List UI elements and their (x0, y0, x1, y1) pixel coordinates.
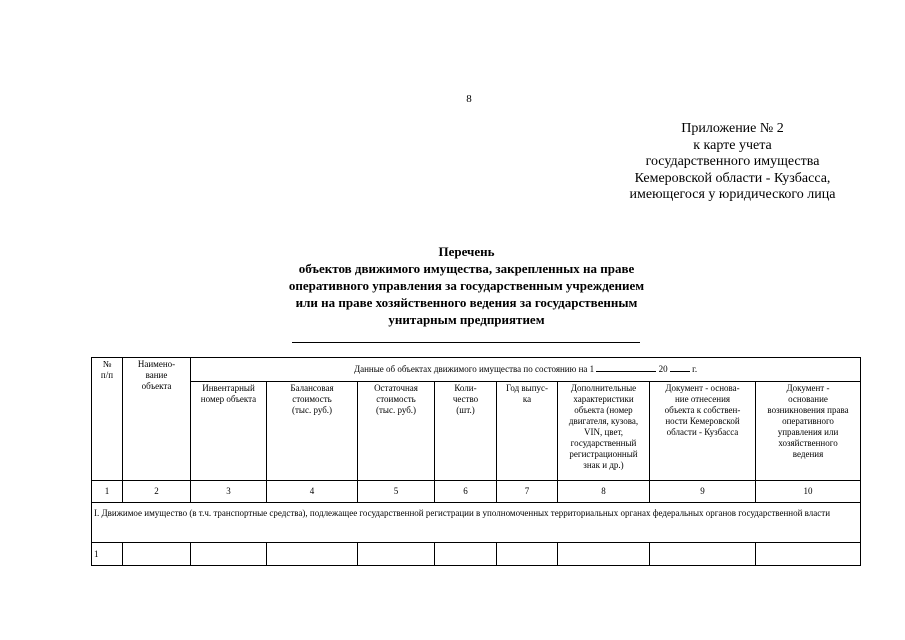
header-text: Год выпус- ка (505, 383, 549, 404)
title-line: или на праве хозяйственного ведения за государственным (295, 295, 638, 310)
column-number: 8 (558, 481, 650, 503)
header-text: Документ - основа- ние отнесения объекта к собствен- ности Кемеровской области - Кузбасса (664, 383, 741, 437)
appendix-block (590, 121, 875, 204)
column-number: 7 (497, 481, 558, 503)
header-group-mid: 20 (658, 364, 668, 374)
section-row (92, 503, 861, 543)
header-year (497, 382, 558, 481)
header-right-document (756, 382, 861, 481)
header-group (191, 358, 861, 382)
table-cell (558, 543, 650, 566)
appendix-line: имеющегося у юридического лица (629, 187, 836, 202)
table-cell (435, 543, 497, 566)
column-numbers-row (92, 481, 861, 503)
section-title: I. Движимое имущество (в т.ч. транспортные средства), подлежащее государственной регистрации в уполномоченных территориальных органах федеральных органов государственной власти (92, 503, 861, 543)
title-line: объектов движимого имущества, закрепленных на праве (298, 261, 635, 276)
header-text: Коли- чество (шт.) (452, 383, 479, 415)
header-inventory-number (191, 382, 267, 481)
title-underline (292, 342, 640, 343)
table-row (92, 543, 861, 566)
header-text: Дополнительные характеристики объекта (номер двигателя, кузова, VIN, цвет, государственный регистрационный знак и др.) (568, 383, 639, 470)
column-number: 2 (123, 481, 191, 503)
header-group-suffix: г. (692, 364, 698, 374)
header-text: Документ - основание возникновения права оперативного управления или хозяйственного ведения (767, 383, 849, 459)
header-text: Инвентарный номер объекта (200, 383, 257, 404)
header-book-value (267, 382, 358, 481)
title-line: оперативного управления за государственным учреждением (288, 278, 645, 293)
date-blank (596, 371, 656, 372)
table-cell (123, 543, 191, 566)
column-number: 9 (650, 481, 756, 503)
table-cell (497, 543, 558, 566)
column-number: 1 (92, 481, 123, 503)
header-object-name-text: Наимено- вание объекта (137, 359, 176, 391)
header-ownership-document (650, 382, 756, 481)
column-number: 4 (267, 481, 358, 503)
year-blank (670, 371, 690, 372)
column-number: 6 (435, 481, 497, 503)
table-cell (650, 543, 756, 566)
table-cell (358, 543, 435, 566)
header-row-number-text: № п/п (100, 359, 114, 380)
column-number: 10 (756, 481, 861, 503)
header-text: Балансовая стоимость (тыс. руб.) (290, 383, 334, 415)
header-residual-value (358, 382, 435, 481)
table-cell (191, 543, 267, 566)
appendix-line: Кемеровской области - Кузбасса, (634, 170, 831, 186)
header-row-number (92, 358, 123, 481)
header-object-name (123, 358, 191, 481)
document-title (0, 243, 905, 328)
table-cell: 1 (92, 543, 123, 566)
table-cell (267, 543, 358, 566)
title-line: Перечень (438, 244, 495, 259)
header-characteristics (558, 382, 650, 481)
title-line: унитарным предприятием (388, 312, 545, 327)
appendix-line: Приложение № 2 (681, 121, 784, 136)
column-number: 3 (191, 481, 267, 503)
header-text: Остаточная стоимость (тыс. руб.) (374, 383, 418, 415)
column-number: 5 (358, 481, 435, 503)
page-number: 8 (466, 93, 472, 105)
header-quantity (435, 382, 497, 481)
header-group-prefix: Данные об объектах движимого имущества по состоянию на 1 (353, 364, 595, 374)
appendix-line: государственного имущества (645, 154, 820, 169)
appendix-line: к карте учета (693, 137, 772, 153)
table-cell (756, 543, 861, 566)
property-register-table (91, 357, 861, 566)
